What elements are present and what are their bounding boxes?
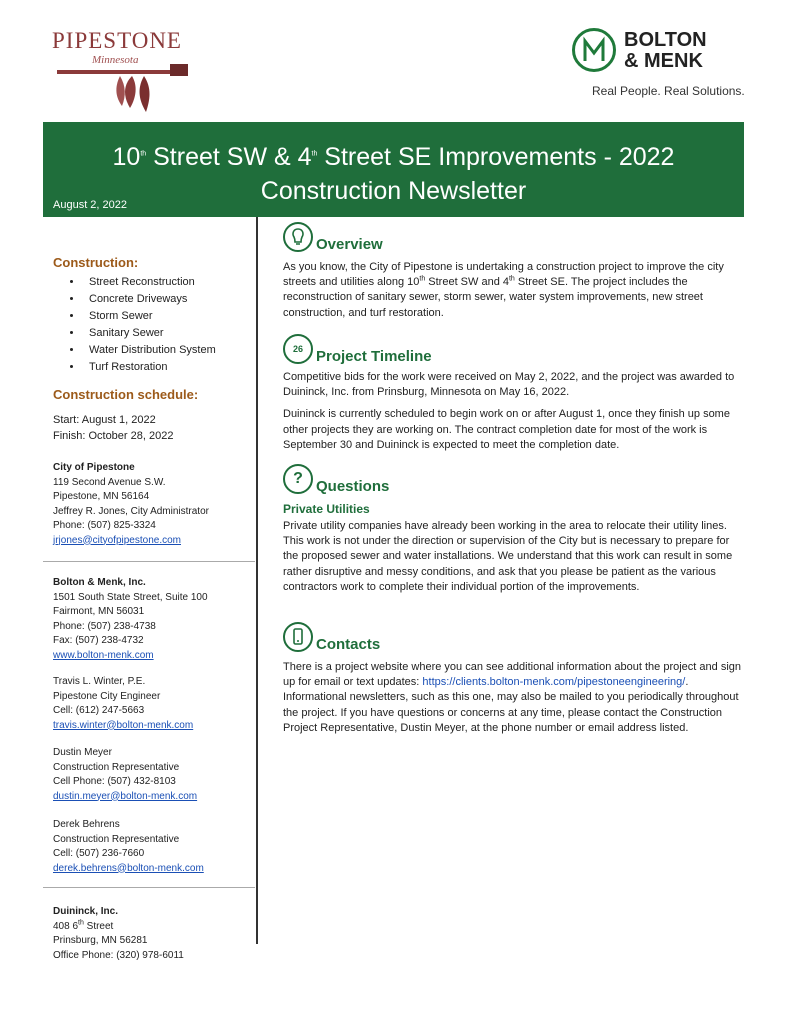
meyer-email-link[interactable]: dustin.meyer@bolton-menk.com xyxy=(53,790,198,802)
contacts-text-part: . Informational newsletters, such as this one, may also be mailed to you periodically throughout the project. If you have questions or concerns at any time, please contact the Construction Project Representative, Dustin Meyer, at the phone number or email address listed. xyxy=(283,676,739,734)
duininck-phone: Office Phone: (320) 978-6011 xyxy=(53,949,184,961)
bolton-address1: 1501 South State Street, Suite 100 xyxy=(53,591,208,603)
phone-icon xyxy=(283,622,313,652)
sidebar-divider xyxy=(43,887,255,888)
bolton-phone: Phone: (507) 238-4738 xyxy=(53,620,156,632)
city-contact xyxy=(53,461,248,548)
project-website-link[interactable]: https://clients.bolton-menk.com/pipestoneengineering/ xyxy=(422,676,686,689)
timeline-section xyxy=(283,334,743,453)
list-item: • Sanitary Sewer xyxy=(83,325,248,342)
newsletter-title xyxy=(43,140,744,208)
city-address1: 119 Second Avenue S.W. xyxy=(53,476,166,488)
timeline-title: Project Timeline xyxy=(316,348,432,365)
pipe-feather-icon xyxy=(52,28,202,123)
city-email-link[interactable]: jrjones@cityofpipestone.com xyxy=(53,534,181,546)
contacts-title: Contacts xyxy=(316,636,381,653)
bolton-menk-name xyxy=(624,30,707,72)
title-part: Street SW & 4 xyxy=(146,143,312,171)
address-part: 408 6 xyxy=(53,920,79,932)
construction-heading: Construction: xyxy=(53,255,139,270)
contacts-text xyxy=(283,660,743,736)
schedule-start: Start: August 1, 2022 xyxy=(53,414,156,426)
bolton-fax: Fax: (507) 238-4732 xyxy=(53,635,144,646)
overview-title: Overview xyxy=(316,236,383,253)
overview-sup: th xyxy=(419,275,426,283)
city-name: City of Pipestone xyxy=(53,462,135,473)
title-part: Street SE Improvements - 2022 xyxy=(317,143,675,171)
timeline-para1: Competitive bids for the work were received on May 2, 2022, and the project was awarded to Duininck, Inc. from Prinsburg, Minnesota on May 16, 2022. xyxy=(283,371,735,399)
bolton-address2: Fairmont, MN 56031 xyxy=(53,606,145,617)
bolton-menk-name-line2: & MENK xyxy=(624,50,703,72)
behrens-email-link[interactable]: derek.behrens@bolton-menk.com xyxy=(53,862,204,874)
pipestone-logo xyxy=(52,28,202,123)
title-part: 10 xyxy=(112,143,141,171)
winter-name: Travis L. Winter, P.E. xyxy=(53,676,146,687)
title-sup: th xyxy=(311,150,318,158)
bolton-menk-emblem-icon xyxy=(572,28,616,72)
newsletter-date: August 2, 2022 xyxy=(53,199,128,211)
question-icon: ? xyxy=(283,464,313,494)
meyer-contact xyxy=(53,746,248,804)
construction-block xyxy=(53,255,248,376)
schedule-finish: Finish: October 28, 2022 xyxy=(53,430,174,442)
timeline-para2: Duininck is currently scheduled to begin work on or after August 1, once they finish up some other projects they are working on. The contract completion date for most of the work is September 30 and Duininck is expected to meet the completion date. xyxy=(283,408,730,451)
contacts-text-part: There is a project website where you can see additional information about the project and sign up for email or text updates: xyxy=(283,661,741,689)
meyer-name: Dustin Meyer xyxy=(53,747,112,758)
winter-contact xyxy=(53,675,248,733)
winter-email-link[interactable]: travis.winter@bolton-menk.com xyxy=(53,719,194,731)
questions-subtitle: Private Utilities xyxy=(283,502,370,516)
sidebar xyxy=(43,217,258,961)
lightbulb-icon xyxy=(283,222,313,252)
duininck-name: Duininck, Inc. xyxy=(53,906,119,917)
overview-text-part: As you know, the City of Pipestone is undertaking a construction project to improve the city streets and utilities along 10 xyxy=(283,261,724,289)
winter-role: Pipestone City Engineer xyxy=(53,690,161,702)
duininck-address2: Prinsburg, MN 56281 xyxy=(53,935,148,946)
bolton-contact xyxy=(53,576,253,663)
title-sup: th xyxy=(140,150,147,158)
overview-sup: th xyxy=(508,275,515,283)
list-item: • Water Distribution System xyxy=(83,342,248,359)
list-item: • Street Reconstruction xyxy=(83,274,248,291)
bolton-menk-logo xyxy=(572,28,752,103)
city-contact-name: Jeffrey R. Jones, City Administrator xyxy=(53,505,209,517)
meyer-role: Construction Representative xyxy=(53,761,180,773)
bolton-website-link[interactable]: www.bolton-menk.com xyxy=(53,649,154,661)
duininck-contact xyxy=(53,905,248,963)
bolton-name: Bolton & Menk, Inc. xyxy=(53,577,146,588)
city-address2: Pipestone, MN 56164 xyxy=(53,491,150,502)
questions-text: Private utility companies have already been working in the area to relocate their utility lines. This work is not under the direction or supervision of the City but is necessary to prepare for the proposed sewer and water installations. We understand that this work can result in some rather disruptive and messy conditions, and ask that you please be patient as the various contractors work to complete their individual portion of the improvements. xyxy=(283,520,733,593)
bolton-menk-tagline: Real People. Real Solutions. xyxy=(592,84,745,98)
sidebar-divider xyxy=(43,561,255,562)
pipestone-logo-subtitle: Minnesota xyxy=(92,54,139,66)
winter-phone: Cell: (612) 247-5663 xyxy=(53,705,145,716)
newsletter-title-line2: Construction Newsletter xyxy=(260,177,527,205)
behrens-contact xyxy=(53,818,248,876)
list-item: • Storm Sewer xyxy=(83,308,248,325)
meyer-phone: Cell Phone: (507) 432-8103 xyxy=(53,776,176,787)
address-sup: th xyxy=(78,919,84,927)
pipestone-logo-title: PIPESTONE xyxy=(52,28,182,53)
newsletter-title-line1 xyxy=(43,140,744,174)
behrens-phone: Cell: (507) 236-7660 xyxy=(53,848,145,859)
questions-section xyxy=(283,464,743,595)
overview-text xyxy=(283,260,743,321)
overview-section xyxy=(283,222,743,321)
address-part: Street xyxy=(83,920,114,932)
behrens-role: Construction Representative xyxy=(53,833,180,845)
behrens-name: Derek Behrens xyxy=(53,819,120,830)
city-phone: Phone: (507) 825-3324 xyxy=(53,520,156,531)
construction-list xyxy=(53,274,248,376)
overview-text-part: Street SE. The project includes the reconstruction of sanitary sewer, storm sewer, water system improvements, new street construction, and turf restoration. xyxy=(283,276,703,319)
duininck-address1 xyxy=(53,920,248,935)
overview-text-part: Street SW and 4 xyxy=(425,276,509,289)
schedule-heading: Construction schedule: xyxy=(53,387,199,402)
list-item: • Concrete Driveways xyxy=(83,291,248,308)
questions-title: Questions xyxy=(316,478,390,495)
schedule-block xyxy=(53,387,248,444)
calendar-icon: 26 xyxy=(283,334,313,364)
list-item: • Turf Restoration xyxy=(83,359,248,376)
bolton-menk-name-line1: BOLTON xyxy=(624,29,707,51)
newsletter-banner xyxy=(43,122,744,217)
contacts-section xyxy=(283,622,743,736)
